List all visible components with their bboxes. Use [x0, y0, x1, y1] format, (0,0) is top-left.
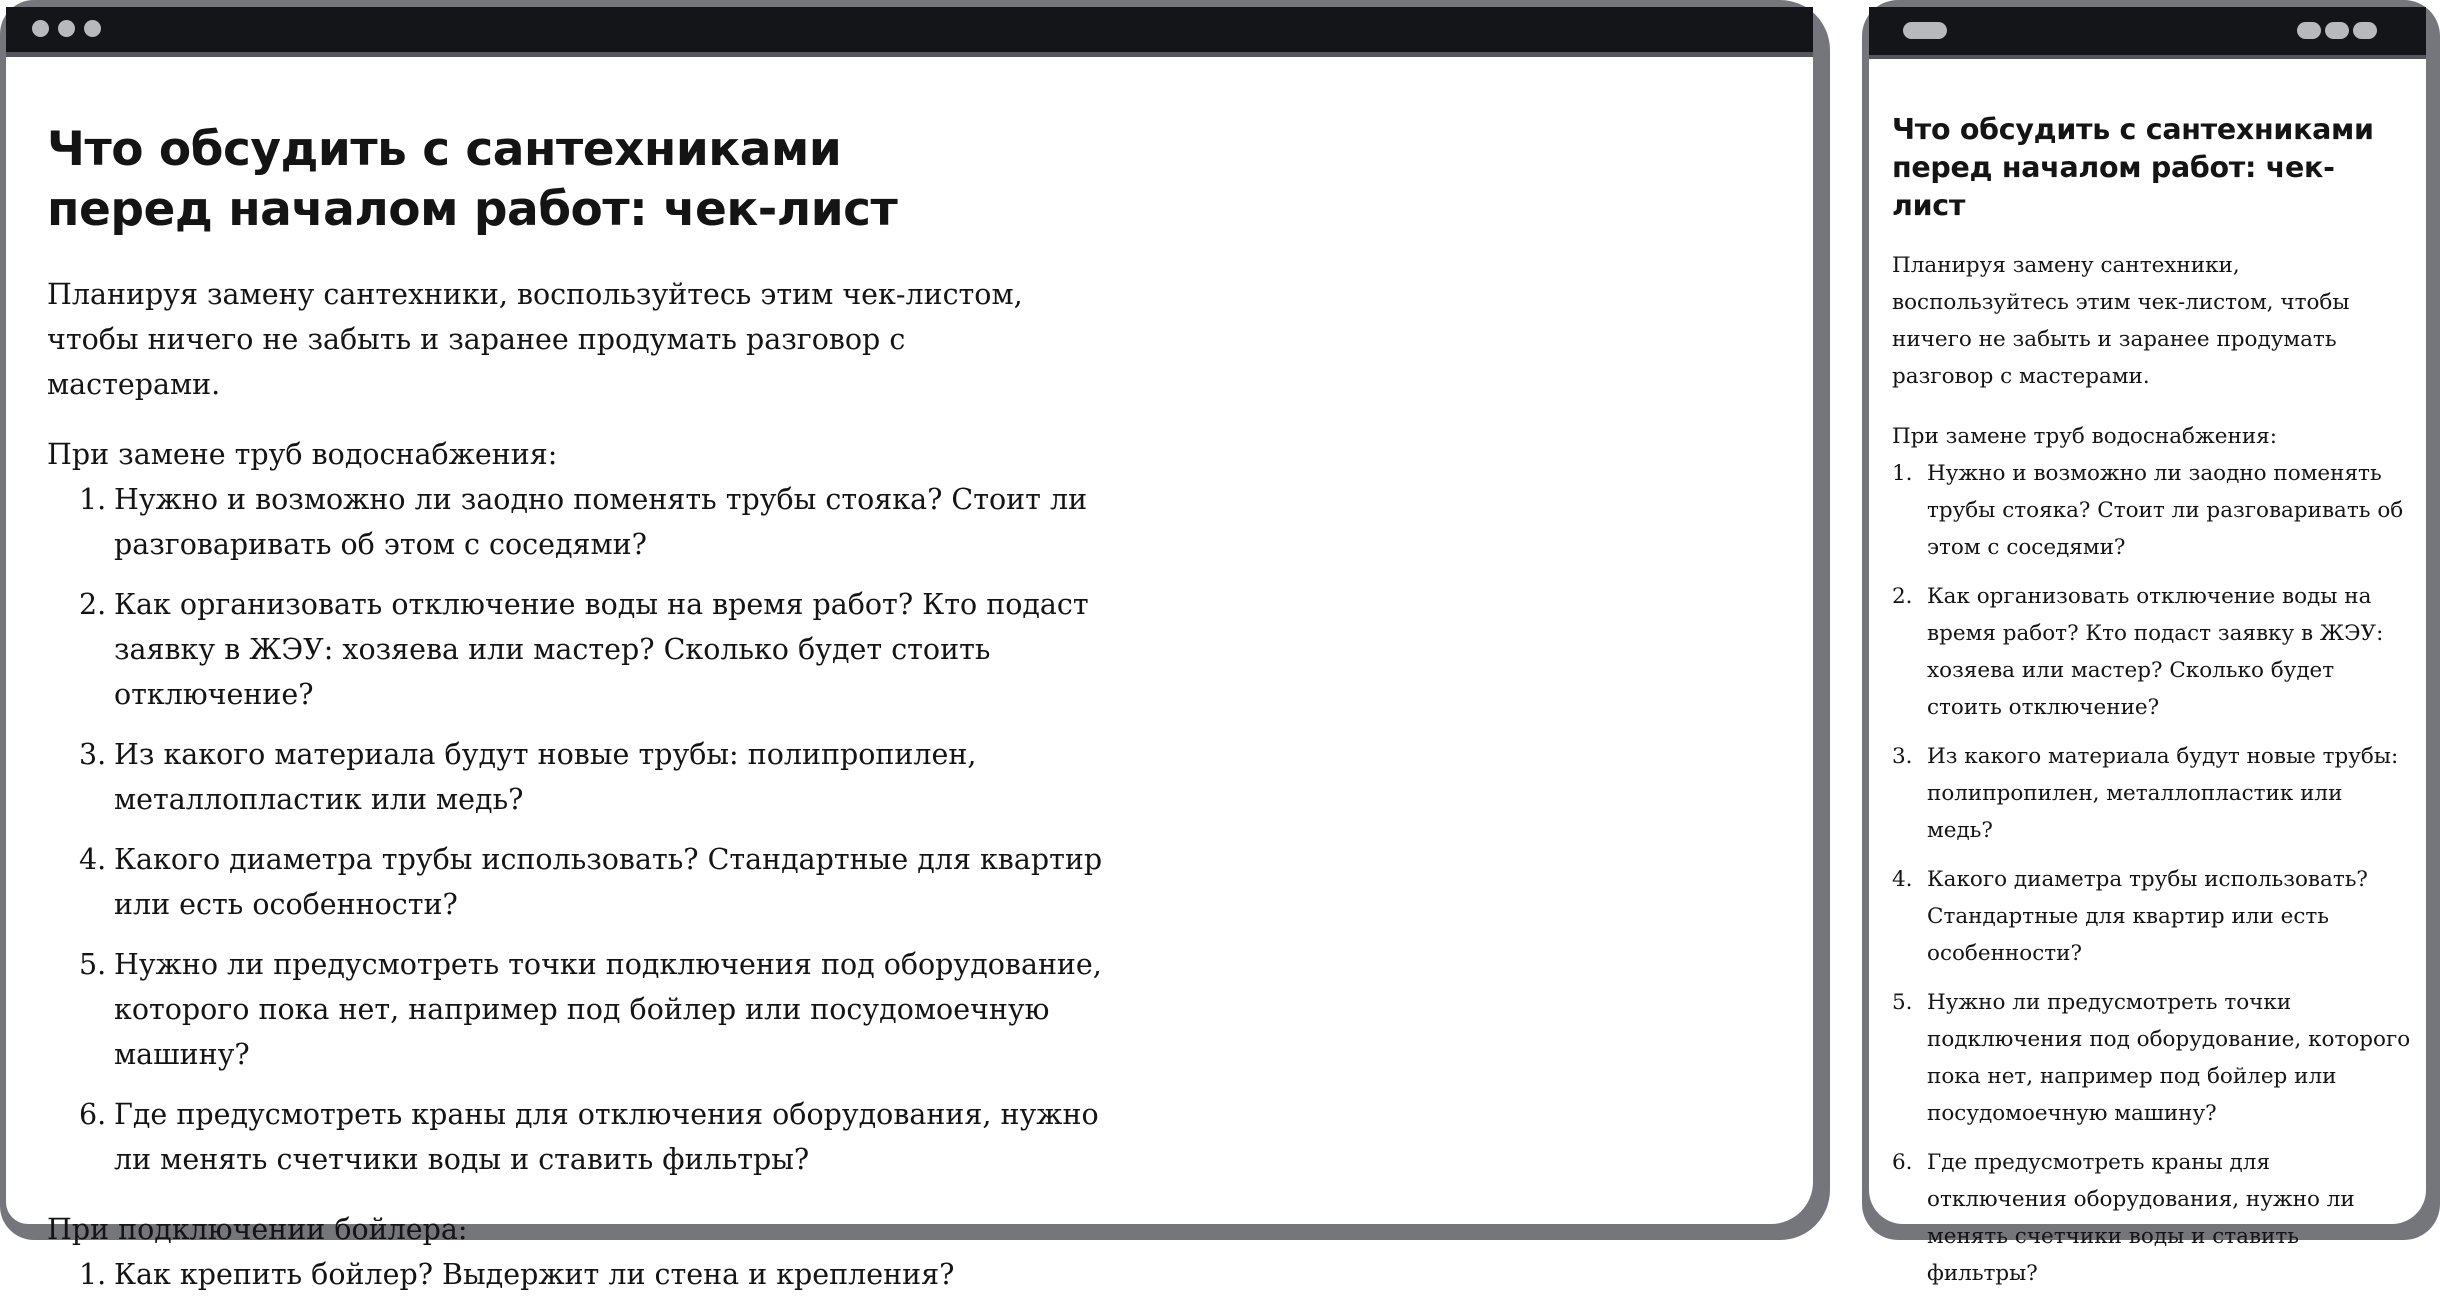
- item-text: Как крепить бойлер? Выдержит ли стена и крепления?: [114, 1258, 955, 1291]
- window-dot-icon[interactable]: [2353, 22, 2377, 39]
- mobile-title-bar: [1869, 7, 2426, 59]
- item-number: 6.: [1892, 1150, 1913, 1175]
- item-text: Нужно и возможно ли заодно поменять трубы стояка? Стоит ли разговаривать об этом с соседями?: [114, 483, 1088, 561]
- item-number: 6.: [79, 1098, 107, 1131]
- list-item: [47, 942, 1137, 1077]
- article-lead: Планируя замену сантехники, воспользуйтесь этим чек-листом, чтобы ничего не забыть и заранее продумать разговор с мастерами.: [1892, 253, 2350, 389]
- article-title: Что обсудить с сантехниками перед началом работ: чек-лист: [1892, 113, 2374, 222]
- checklist: [1892, 455, 2412, 1292]
- url-pill-icon[interactable]: [1903, 22, 1947, 39]
- item-text: Как организовать отключение воды на время работ? Кто подаст заявку в ЖЭУ: хозяева или мастер? Сколько будет стоить отключение?: [1927, 584, 2384, 720]
- item-text: Из какого материала будут новые трубы: полипропилен, металлопластик или медь?: [114, 738, 977, 816]
- window-dot-icon[interactable]: [58, 20, 75, 37]
- item-number: 5.: [1892, 990, 1913, 1015]
- article-title: Что обсудить с сантехниками перед началом работ: чек-лист: [47, 122, 898, 237]
- list-item: [47, 477, 1137, 567]
- item-text: Какого диаметра трубы использовать? Стандартные для квартир или есть особенности?: [114, 843, 1103, 921]
- list-item: [1892, 1144, 2412, 1292]
- item-text: Из какого материала будут новые трубы: полипропилен, металлопластик или медь?: [1927, 744, 2399, 843]
- list-item: [47, 732, 1137, 822]
- article-lead: Планируя замену сантехники, воспользуйтесь этим чек-листом, чтобы ничего не забыть и заранее продумать разговор с мастерами.: [47, 278, 1023, 401]
- section-heading: При замене труб водоснабжения:: [47, 438, 558, 471]
- desktop-viewport: [6, 7, 1813, 1291]
- item-text: Как организовать отключение воды на время работ? Кто подаст заявку в ЖЭУ: хозяева или мастер? Сколько будет стоить отключение?: [114, 588, 1089, 711]
- list-item: [1892, 984, 2412, 1132]
- list-item: [1892, 738, 2412, 849]
- item-number: 3.: [79, 738, 107, 771]
- list-item: [1892, 578, 2412, 726]
- list-item: [47, 837, 1137, 927]
- item-number: 3.: [1892, 744, 1913, 769]
- item-number: 1.: [1892, 461, 1913, 486]
- item-text: Нужно ли предусмотреть точки подключения под оборудование, которого пока нет, например под бойлер или посудомоечную машину?: [1927, 990, 2411, 1126]
- section-heading: При замене труб водоснабжения:: [1892, 424, 2277, 449]
- item-number: 4.: [1892, 867, 1913, 892]
- list-item: [47, 582, 1137, 717]
- item-number: 2.: [79, 588, 107, 621]
- item-text: Где предусмотреть краны для отключения оборудования, нужно ли менять счетчики воды и ставить фильтры?: [114, 1098, 1099, 1176]
- item-text: Где предусмотреть краны для отключения оборудования, нужно ли менять счетчики воды и ставить фильтры?: [1927, 1150, 2355, 1286]
- list-item: [47, 1092, 1137, 1182]
- window-dot-icon[interactable]: [2325, 22, 2349, 39]
- item-number: 5.: [79, 948, 107, 981]
- list-item: [47, 1252, 1137, 1297]
- item-text: Нужно ли предусмотреть точки подключения под оборудование, которого пока нет, например под бойлер или посудомоечную машину?: [114, 948, 1102, 1071]
- item-number: 4.: [79, 843, 107, 876]
- item-text: Нужно и возможно ли заодно поменять трубы стояка? Стоит ли разговаривать об этом с соседями?: [1927, 461, 2404, 560]
- list-item: [1892, 861, 2412, 972]
- item-number: 2.: [1892, 584, 1913, 609]
- window-dot-icon[interactable]: [84, 20, 101, 37]
- mobile-viewport: [1869, 7, 2426, 1286]
- item-number: 1.: [79, 483, 107, 516]
- list-item: [1892, 455, 2412, 566]
- window-dot-icon[interactable]: [32, 20, 49, 37]
- desktop-article: [47, 75, 1147, 1291]
- item-number: 1.: [79, 1258, 107, 1291]
- mobile-article: [1892, 63, 2412, 1286]
- section-heading: При подключении бойлера:: [47, 1213, 468, 1246]
- window-dot-icon[interactable]: [2297, 22, 2321, 39]
- desktop-title-bar: [6, 7, 1813, 57]
- item-text: Какого диаметра трубы использовать? Стандартные для квартир или есть особенности?: [1927, 867, 2368, 966]
- checklist: [47, 1252, 1137, 1297]
- mobile-window: [1862, 0, 2440, 1286]
- checklist: [47, 477, 1137, 1182]
